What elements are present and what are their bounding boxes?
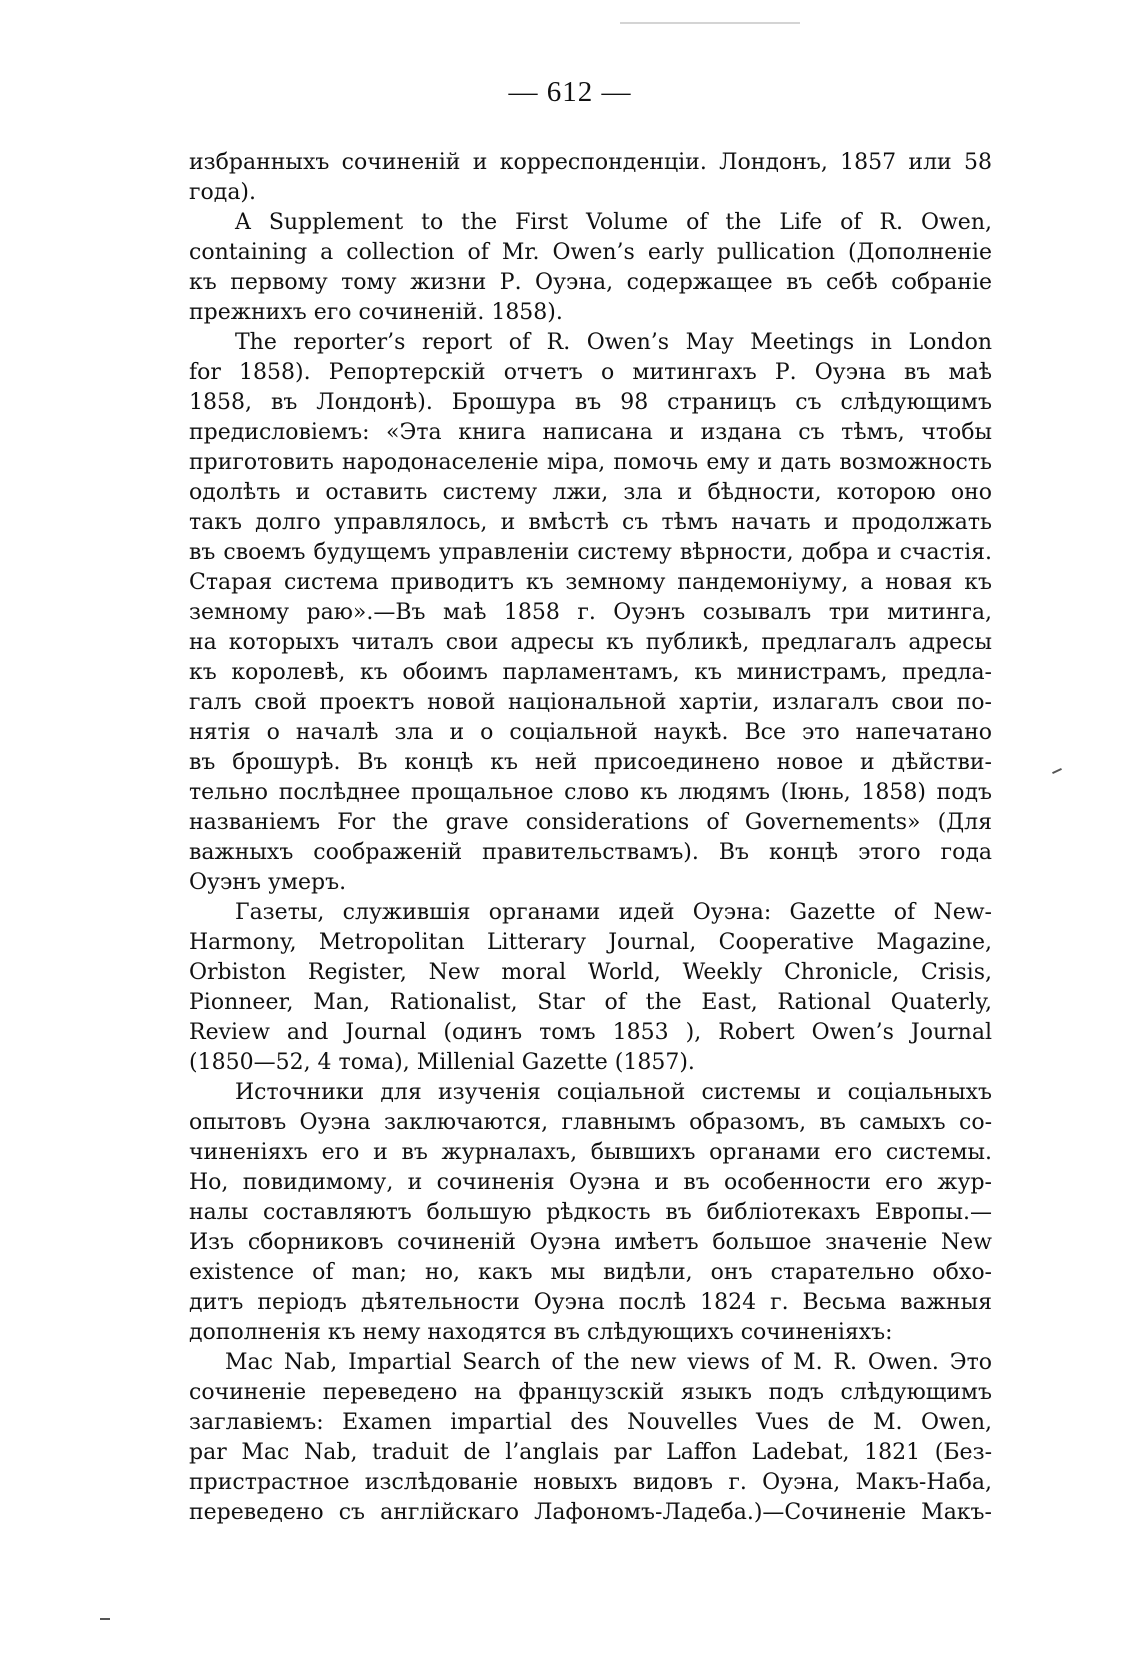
text-line: Старая система приводитъ къ земному пандемоніуму, а новая къ	[189, 570, 992, 595]
text-line: прежнихъ его сочиненій. 1858).	[189, 300, 563, 325]
text-line: галъ свой проектъ новой національной хартіи, излагалъ свои по-	[189, 690, 992, 715]
text-line: par Mac Nab, traduit de l’anglais par Laffon Ladebat, 1821 (Без-	[189, 1440, 992, 1465]
text-line: дитъ періодъ дѣятельности Оуэна послѣ 1824 г. Весьма важныя	[189, 1290, 992, 1315]
text-line: Harmony, Metropolitan Litterary Journal, Cooperative Magazine,	[189, 930, 992, 955]
text-line: existence of man; но, какъ мы видѣли, онъ старательно обхо-	[189, 1260, 992, 1285]
text-line: дополненія къ нему находятся въ слѣдующихъ сочиненіяхъ:	[189, 1320, 893, 1345]
text-line: Изъ сборниковъ сочиненій Оуэна имѣетъ большое значеніе New	[189, 1230, 992, 1255]
text-line: опытовъ Оуэна заключаются, главнымъ образомъ, въ самыхъ со-	[189, 1110, 992, 1135]
text-line: 1858, въ Лондонѣ). Брошура въ 98 страницъ съ слѣдующимъ	[189, 390, 992, 415]
text-line: (1850—52, 4 тома), Millenial Gazette (1857).	[189, 1050, 695, 1075]
text-line: года).	[189, 180, 257, 205]
text-line: containing a collection of Mr. Owen’s early pullication (Дополненіе	[189, 240, 992, 265]
text-line: важныхъ соображеній правительствамъ). Въ концѣ этого года	[189, 840, 992, 865]
text-line: Газеты, служившія органами идей Оуэна: Gazette of New-	[235, 900, 992, 925]
text-line: Но, повидимому, и сочиненія Оуэна и въ особенности его жур-	[189, 1170, 992, 1195]
text-line: нятія о началѣ зла и о соціальной наукѣ. Все это напечатано	[189, 720, 992, 745]
scan-speck-margin	[1052, 768, 1062, 774]
text-line: Review and Journal (одинъ томъ 1853 ), Robert Owen’s Journal	[189, 1020, 992, 1045]
text-line: A Supplement to the First Volume of the Life of R. Owen,	[235, 210, 992, 235]
text-line: Orbiston Register, New moral World, Weekly Chronicle, Crisis,	[189, 960, 992, 985]
text-line: такъ долго управлялось, и вмѣстѣ съ тѣмъ начать и продолжать	[189, 510, 992, 535]
text-line: Pionneer, Man, Rationalist, Star of the East, Rational Quaterly,	[189, 990, 992, 1015]
scan-speck-top	[620, 22, 800, 24]
text-line: избранныхъ сочиненій и корреспонденціи. Лондонъ, 1857 или 58	[189, 150, 992, 175]
text-line: налы составляютъ большую рѣдкость въ библіотекахъ Европы.—	[189, 1200, 992, 1225]
text-line: къ первому тому жизни Р. Оуэна, содержащее въ себѣ собраніе	[189, 270, 992, 295]
text-line: приготовить народонаселеніе міра, помочь ему и дать возможность	[189, 450, 992, 475]
text-line: къ королевѣ, къ обоимъ парламентамъ, къ министрамъ, предла-	[189, 660, 992, 685]
text-line: земному раю».—Въ маѣ 1858 г. Оуэнъ созывалъ три митинга,	[189, 600, 992, 625]
text-line: переведено съ англійскаго Лафономъ-Ладеба.)—Сочиненіе Макъ-	[189, 1500, 992, 1525]
text-line: Оуэнъ умеръ.	[189, 870, 347, 895]
text-line: одолѣть и оставить систему лжи, зла и бѣдности, которою оно	[189, 480, 992, 505]
text-line: предисловіемъ: «Эта книга написана и издана съ тѣмъ, чтобы	[189, 420, 992, 445]
text-line: Mac Nab, Impartial Search of the new views of M. R. Owen. Это	[225, 1350, 992, 1375]
scan-speck-bottom	[100, 1618, 110, 1620]
text-line: на которыхъ читалъ свои адресы къ публикѣ, предлагалъ адресы	[189, 630, 992, 655]
text-line: The reporter’s report of R. Owen’s May Meetings in London	[235, 330, 992, 355]
text-line: названіемъ For the grave considerations of Governements» (Для	[189, 810, 992, 835]
text-line: заглавіемъ: Examen impartial des Nouvelles Vues de M. Owen,	[189, 1410, 992, 1435]
text-line: пристрастное изслѣдованіе новыхъ видовъ г. Оуэна, Макъ-Наба,	[189, 1470, 992, 1495]
text-column	[189, 148, 992, 1528]
text-line: Источники для изученія соціальной системы и соціальныхъ	[235, 1080, 992, 1105]
text-line: чиненіяхъ его и въ журналахъ, бывшихъ органами его системы.	[189, 1140, 992, 1165]
text-line: тельно послѣднее прощальное слово къ людямъ (Іюнь, 1858) подъ	[189, 780, 992, 805]
page-number: — 612 —	[508, 76, 632, 108]
text-line: for 1858). Репортерскій отчетъ о митингахъ Р. Оуэна въ маѣ	[189, 360, 992, 385]
text-line: сочиненіе переведено на французскій языкъ подъ слѣдующимъ	[189, 1380, 992, 1405]
text-line: въ брошурѣ. Въ концѣ къ ней присоединено новое и дѣйстви-	[189, 750, 992, 775]
text-line: въ своемъ будущемъ управленіи систему вѣрности, добра и счастія.	[189, 540, 992, 565]
